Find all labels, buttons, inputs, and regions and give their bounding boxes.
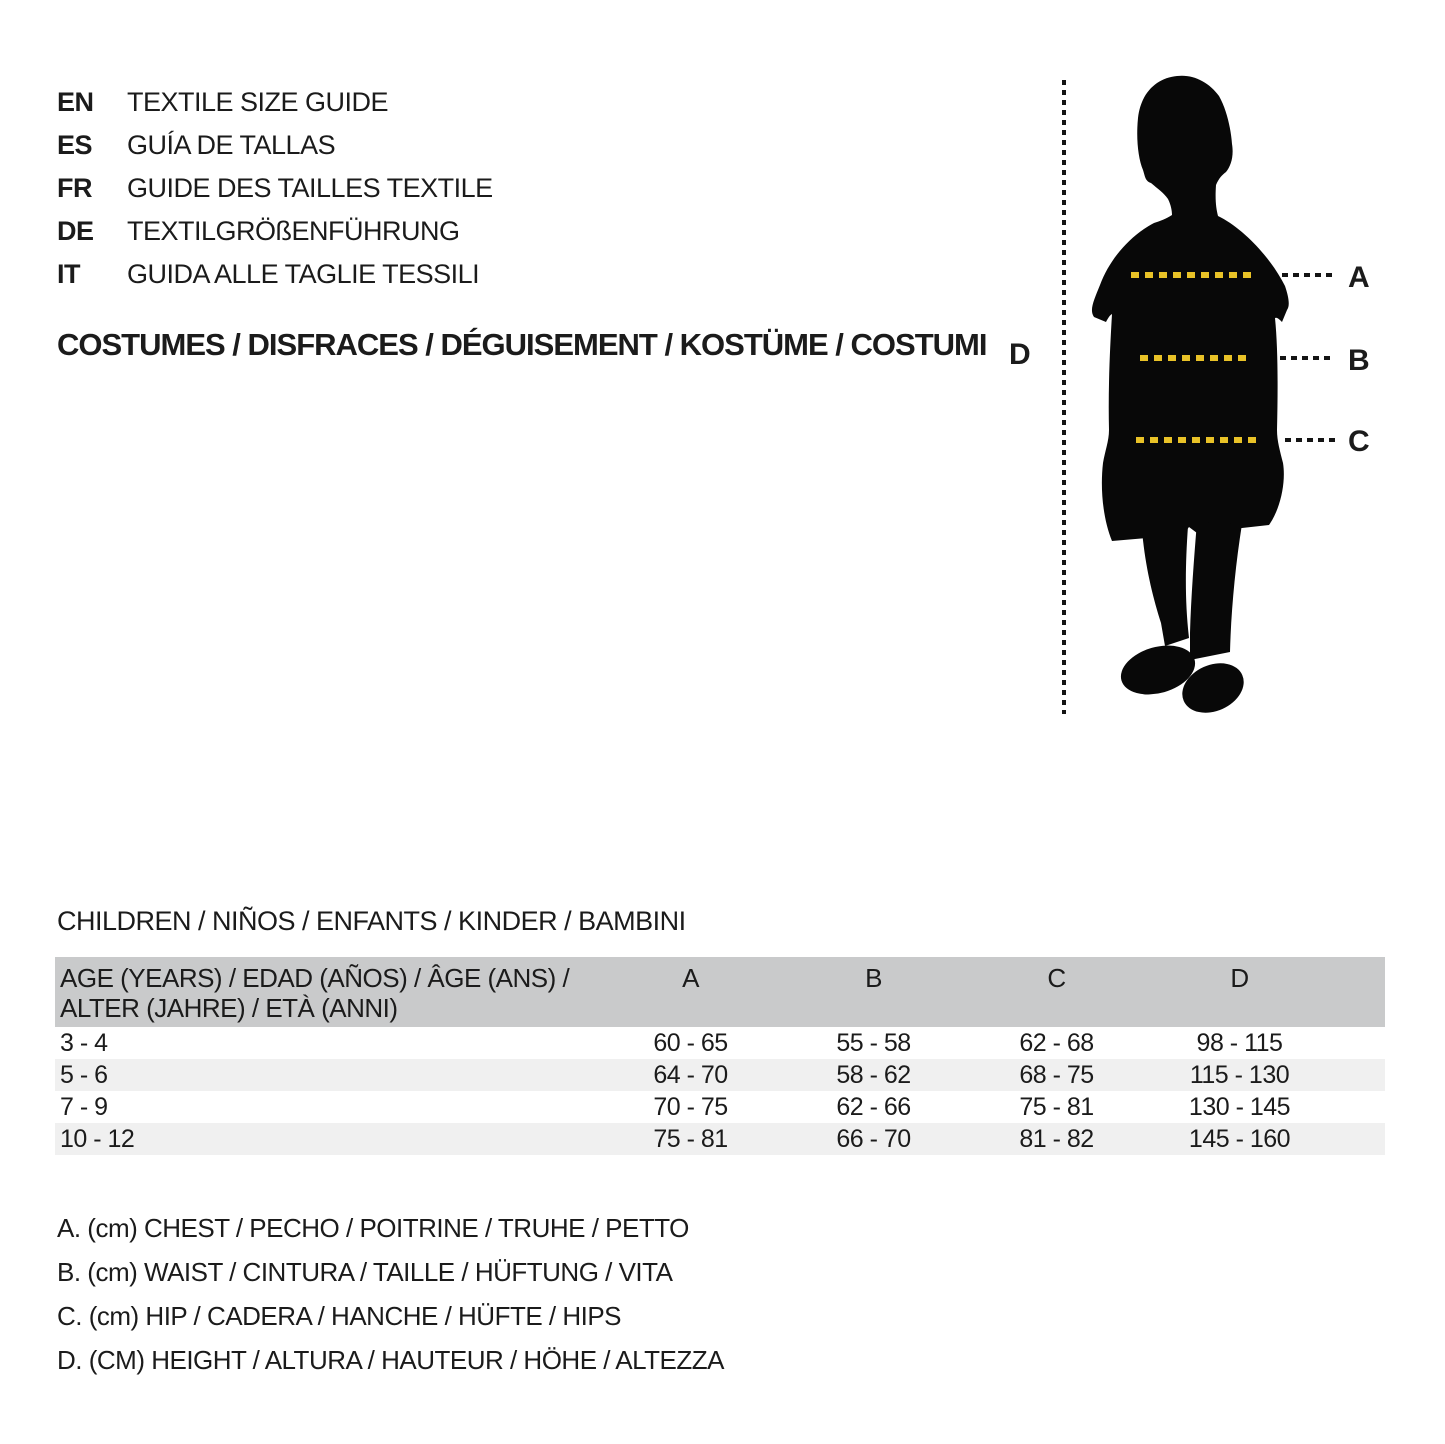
lang-row-it — [57, 253, 493, 296]
waist-cell: 58 - 62 — [836, 1060, 911, 1089]
child-silhouette-image — [1085, 58, 1300, 718]
hip-cell: 68 - 75 — [1019, 1060, 1094, 1089]
lang-row-fr — [57, 167, 493, 210]
size-table — [55, 957, 1385, 1155]
lang-code: FR — [57, 173, 92, 203]
age-header-line1: AGE (YEARS) / EDAD (AÑOS) / ÂGE (ANS) / — [60, 963, 570, 993]
chest-measure-line — [1131, 272, 1255, 278]
age-cell: 10 - 12 — [60, 1124, 135, 1153]
measure-label-b: B — [1348, 344, 1370, 377]
measure-label-c: C — [1348, 425, 1370, 458]
hip-measure-line — [1136, 437, 1256, 443]
hip-cell: 75 - 81 — [1019, 1092, 1094, 1121]
column-header-c: C — [965, 957, 1148, 1027]
chest-cell: 64 - 70 — [653, 1060, 728, 1089]
table-row — [55, 1091, 1385, 1123]
chest-cell: 60 - 65 — [653, 1028, 728, 1057]
lang-label: GUIDE DES TAILLES TEXTILE — [127, 173, 493, 203]
legend-height: D. (CM) HEIGHT / ALTURA / HAUTEUR / HÖHE / ALTEZZA — [57, 1344, 724, 1375]
waist-measure-line — [1140, 355, 1250, 361]
hip-connector-line — [1285, 438, 1335, 442]
legend-hip: C. (cm) HIP / CADERA / HANCHE / HÜFTE / HIPS — [57, 1300, 622, 1331]
measure-label-d: D — [1009, 338, 1031, 371]
column-header-filler — [1331, 957, 1385, 1027]
table-row — [55, 1123, 1385, 1155]
chest-cell: 75 - 81 — [653, 1124, 728, 1153]
hip-cell: 62 - 68 — [1019, 1028, 1094, 1057]
height-cell: 130 - 145 — [1188, 1092, 1291, 1121]
lang-code: ES — [57, 130, 93, 160]
measurement-legend — [57, 1206, 724, 1382]
lang-row-en — [57, 81, 493, 124]
lang-code: EN — [57, 87, 94, 117]
waist-cell: 66 - 70 — [836, 1124, 911, 1153]
height-cell: 98 - 115 — [1196, 1028, 1283, 1057]
hip-cell: 81 - 82 — [1019, 1124, 1094, 1153]
height-cell: 145 - 160 — [1188, 1124, 1291, 1153]
table-row — [55, 1027, 1385, 1059]
age-cell: 3 - 4 — [60, 1028, 108, 1057]
lang-label: GUIDA ALLE TAGLIE TESSILI — [127, 259, 480, 289]
category-title: COSTUMES / DISFRACES / DÉGUISEMENT / KOSTÜME / COSTUMI — [57, 327, 987, 362]
age-header-line2: ALTER (JAHRE) / ETÀ (ANNI) — [60, 993, 398, 1023]
waist-cell: 55 - 58 — [836, 1028, 911, 1057]
height-cell: 115 - 130 — [1189, 1060, 1290, 1089]
language-title-list — [57, 81, 493, 296]
age-cell: 7 - 9 — [60, 1092, 108, 1121]
table-row — [55, 1059, 1385, 1091]
lang-row-es — [57, 124, 493, 167]
table-section-title: CHILDREN / NIÑOS / ENFANTS / KINDER / BAMBINI — [57, 906, 686, 936]
lang-row-de — [57, 210, 493, 253]
column-header-a: A — [599, 957, 782, 1027]
column-header-d: D — [1148, 957, 1331, 1027]
chest-cell: 70 - 75 — [653, 1092, 728, 1121]
lang-label: GUÍA DE TALLAS — [127, 130, 336, 160]
column-header-b: B — [782, 957, 965, 1027]
waist-connector-line — [1280, 356, 1334, 360]
height-measure-line — [1062, 80, 1066, 714]
legend-waist: B. (cm) WAIST / CINTURA / TAILLE / HÜFTUNG / VITA — [57, 1256, 673, 1287]
chest-connector-line — [1282, 273, 1334, 277]
waist-cell: 62 - 66 — [836, 1092, 911, 1121]
lang-code: DE — [57, 216, 94, 246]
measure-label-a: A — [1348, 261, 1370, 294]
size-table-header-row — [55, 957, 1385, 1027]
lang-label: TEXTILGRÖßENFÜHRUNG — [127, 216, 460, 246]
age-cell: 5 - 6 — [60, 1060, 108, 1089]
age-column-header — [55, 957, 599, 1027]
legend-chest: A. (cm) CHEST / PECHO / POITRINE / TRUHE / PETTO — [57, 1212, 689, 1243]
lang-code: IT — [57, 259, 80, 289]
lang-label: TEXTILE SIZE GUIDE — [127, 87, 389, 117]
